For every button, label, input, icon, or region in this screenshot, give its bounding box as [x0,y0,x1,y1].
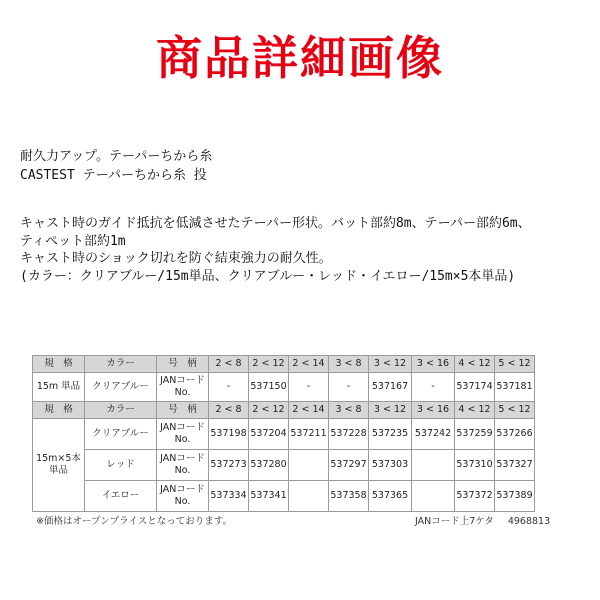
header-spec: 規 格 [33,402,85,419]
header-size: 5 < 12 [495,356,535,373]
header-size: 4 < 12 [455,356,495,373]
code-cell: 537198 [209,419,249,450]
code-cell: - [209,373,249,402]
code-cell: 537211 [289,419,329,450]
code-cell: - [329,373,369,402]
header-size: 2 < 12 [249,402,289,419]
header-item: 号 柄 [157,402,209,419]
intro-line-1: 耐久力アップ。テーパーちから糸 [20,149,213,164]
jan-label-cell: JANコード No. [157,373,209,402]
header-size: 3 < 12 [369,356,412,373]
code-cell [412,481,455,512]
header-color: カラー [85,356,157,373]
code-cell: 537372 [455,481,495,512]
intro-text [20,147,580,185]
header-spec: 規 格 [33,356,85,373]
code-cell [289,481,329,512]
code-cell: 537167 [369,373,412,402]
code-cell: 537365 [369,481,412,512]
code-cell: 537273 [209,450,249,481]
table-header-row [33,356,535,373]
description-line: キャスト時のショック切れを防ぐ結束強力の耐久性。 [20,251,332,266]
code-cell: 537242 [412,419,455,450]
code-cell [289,450,329,481]
spec-cell: 15m 単品 [33,373,85,402]
jan-prefix-note [415,513,550,527]
product-description [20,215,585,285]
code-cell: 537181 [495,373,535,402]
header-size: 3 < 16 [412,356,455,373]
spec-cell: 15m×5本 単品 [33,419,85,512]
header-size: 3 < 16 [412,402,455,419]
code-cell: - [289,373,329,402]
code-cell: 537310 [455,450,495,481]
table-row [33,450,535,481]
code-cell: 537297 [329,450,369,481]
code-cell: 537204 [249,419,289,450]
table-row [33,419,535,450]
page-banner-title: 商品詳細画像 [156,31,444,85]
header-size: 3 < 8 [329,402,369,419]
code-cell: 537280 [249,450,289,481]
description-line: ティペット部約1m [20,233,126,249]
description-line: (カラー：クリアブルー/15m単品、クリアブルー・レッド・イエロー/15m×5本単品) [20,268,516,284]
header-size: 5 < 12 [495,402,535,419]
intro-line-2: CASTEST テーパーちから糸 投 [20,168,207,183]
header-size: 2 < 12 [249,356,289,373]
header-size: 2 < 8 [209,356,249,373]
table-row [33,481,535,512]
header-size: 3 < 12 [369,402,412,419]
spec-table [32,355,535,512]
color-cell: クリアブルー [85,419,157,450]
jan-prefix-label: JANコード上7ケタ [415,516,494,527]
code-cell: 537303 [369,450,412,481]
code-cell: 537334 [209,481,249,512]
price-note: ※価格はオープンプライスとなっております。 [36,516,232,527]
header-size: 2 < 14 [289,402,329,419]
table-header-row [33,402,535,419]
table-row [33,373,535,402]
code-cell: 537358 [329,481,369,512]
code-cell: 537235 [369,419,412,450]
color-cell: イエロー [85,481,157,512]
code-cell: 537228 [329,419,369,450]
jan-label-cell: JANコード No. [157,481,209,512]
code-cell: 537174 [455,373,495,402]
header-item: 号 柄 [157,356,209,373]
header-color: カラー [85,402,157,419]
code-cell: 537341 [249,481,289,512]
jan-label-cell: JANコード No. [157,450,209,481]
header-size: 4 < 12 [455,402,495,419]
color-cell: クリアブルー [85,373,157,402]
code-cell: 537327 [495,450,535,481]
color-cell: レッド [85,450,157,481]
code-cell: 537259 [455,419,495,450]
code-cell: 537150 [249,373,289,402]
header-size: 3 < 8 [329,356,369,373]
code-cell: - [412,373,455,402]
description-line: キャスト時のガイド抵抗を低減させたテーパー形状。バット部約8m、テーパー部約6m、 [20,216,531,231]
jan-prefix-value: 4968813 [507,516,551,527]
header-size: 2 < 8 [209,402,249,419]
jan-label-cell: JANコード No. [157,419,209,450]
code-cell: 537266 [495,419,535,450]
code-cell [412,450,455,481]
code-cell: 537389 [495,481,535,512]
header-size: 2 < 14 [289,356,329,373]
